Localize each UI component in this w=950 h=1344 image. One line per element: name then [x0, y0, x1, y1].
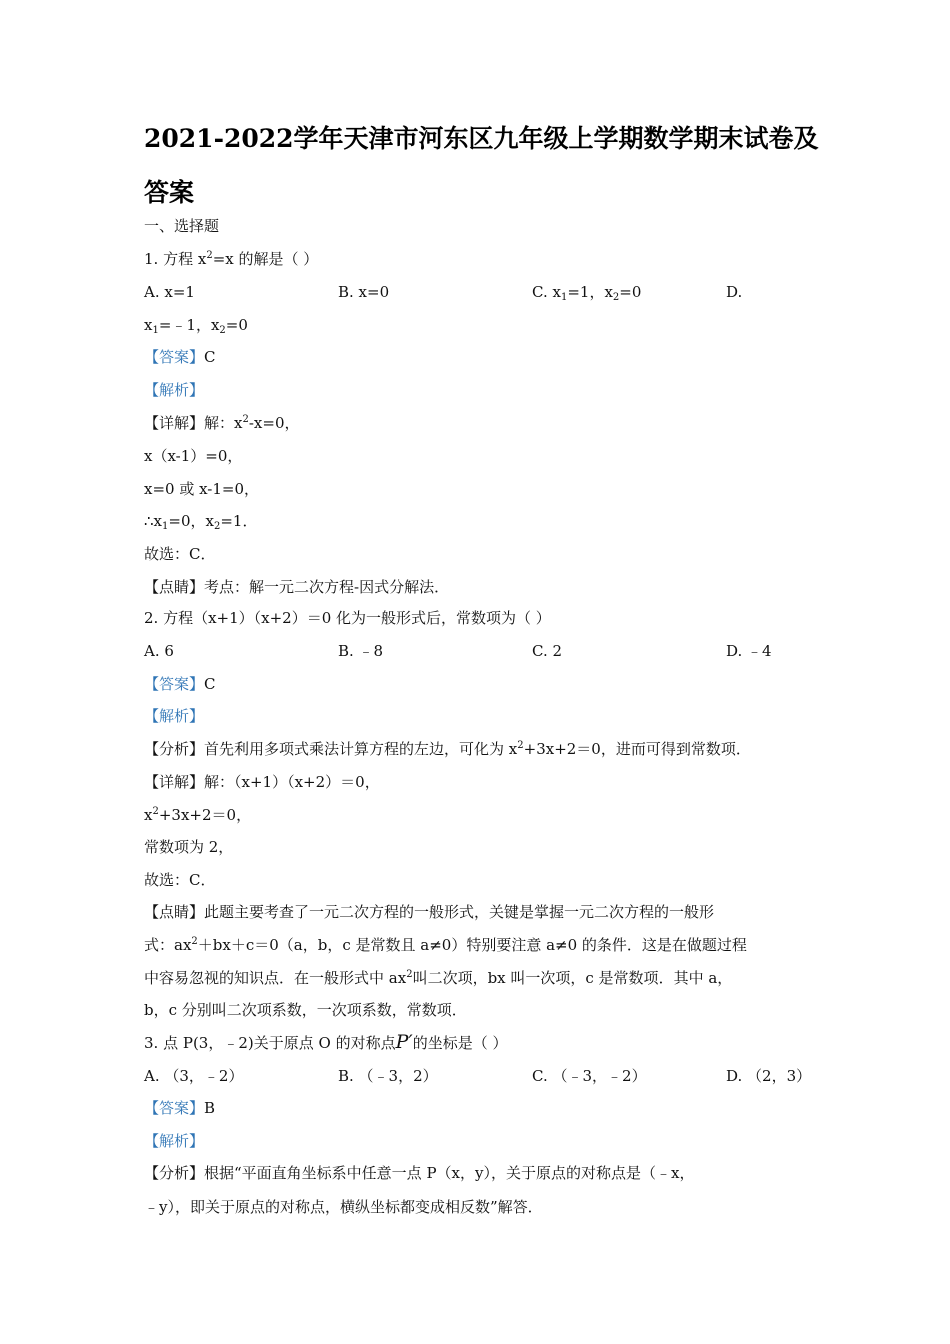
q1-step-2: x=0 或 x-1=0， [144, 480, 260, 498]
title-line-2: 答案 [144, 178, 195, 207]
q3-option-d: D. （2，3） [726, 1067, 812, 1085]
q1-answer: 【答案】C [144, 348, 216, 366]
q1-detail: 【详解】解：$x^2-x=0$， [144, 414, 300, 432]
q1-option-d: D. [726, 283, 743, 301]
q1-option-b: B. x=0 [338, 283, 390, 301]
q1-option-a: A. x=1 [144, 283, 195, 301]
q3-fenxi-line-2: ﹣y），即关于原点的对称点，横纵坐标都变成相反数”解答． [144, 1198, 543, 1216]
q3-stem: 3. 点 P(3，﹣2)关于原点 O 的对称点P′的坐标是（ ） [144, 1031, 508, 1053]
q2-step-2: 常数项为 2， [144, 838, 234, 856]
q1-choose: 故选：C． [144, 545, 216, 563]
q3-answer: 【答案】B [144, 1099, 216, 1117]
q3-option-a: A. （3，﹣2） [144, 1067, 244, 1085]
q2-fenxi: 【分析】首先利用多项式乘法计算方程的左边，可化为 $x^2+3x+2=0$，进而可得到常数项． [144, 740, 751, 758]
q2-comment-line-2: 式：$ax^2+bx+c=0(a$，b，c 是常数且 a≠0）特别要注意 a≠0 的条件．这是在做题过程 [144, 936, 747, 954]
q3-option-b: B. （﹣3，2） [338, 1067, 438, 1085]
q2-stem: 2. 方程（x+1）（x+2）＝0 化为一般形式后，常数项为（ ） [144, 609, 551, 627]
q2-step-1: $x^2+3x+2=0$， [144, 806, 252, 824]
q2-option-d: D. ﹣4 [726, 642, 772, 660]
q2-choose: 故选：C． [144, 871, 216, 889]
q2-answer: 【答案】C [144, 675, 216, 693]
section-heading: 一、选择题 [144, 217, 220, 235]
q1-option-c: C. $x_1=1$，$x_2=0$ [532, 283, 642, 303]
q2-option-c: C. 2 [532, 642, 563, 660]
q2-detail: 【详解】解：（x+1）（x+2）＝0， [144, 773, 380, 791]
q1-option-d-content: $x_1=﹣1$，$x_2=0$ [144, 316, 248, 336]
title-line-1: 2021-2022学年天津市河东区九年级上学期数学期末试卷及 [144, 124, 819, 153]
q3-option-c: C. （﹣3，﹣2） [532, 1067, 647, 1085]
q1-stem: 1. 方程 $x^2=x$ 的解是（ ） [144, 250, 319, 268]
q3-analysis-label: 【解析】 [144, 1132, 205, 1150]
q3-fenxi-line-1: 【分析】根据“平面直角坐标系中任意一点 P（x，y），关于原点的对称点是（﹣x， [144, 1164, 695, 1182]
q2-comment-line-1: 【点睛】此题主要考查了一元二次方程的一般形式，关键是掌握一元二次方程的一般形 [144, 903, 715, 921]
p-prime-symbol: P′ [395, 1031, 413, 1053]
q1-analysis-label: 【解析】 [144, 381, 205, 399]
document-title [144, 112, 824, 220]
q2-analysis-label: 【解析】 [144, 707, 205, 725]
q2-option-a: A. 6 [144, 642, 174, 660]
q2-option-b: B. ﹣8 [338, 642, 384, 660]
q2-comment-line-4: b，c 分别叫二次项系数，一次项系数，常数项． [144, 1001, 467, 1019]
q2-comment-line-3: 中容易忽视的知识点．在一般形式中 $ax^2$叫二次项，bx 叫一次项，c 是常数项．其中 a， [144, 969, 733, 987]
q1-step-3: $\therefore x_1=0$，$x_2=1$． [144, 512, 258, 532]
q1-step-1: x（x-1）=0， [144, 447, 243, 465]
q1-comment: 【点睛】考点：解一元二次方程-因式分解法． [144, 578, 450, 596]
